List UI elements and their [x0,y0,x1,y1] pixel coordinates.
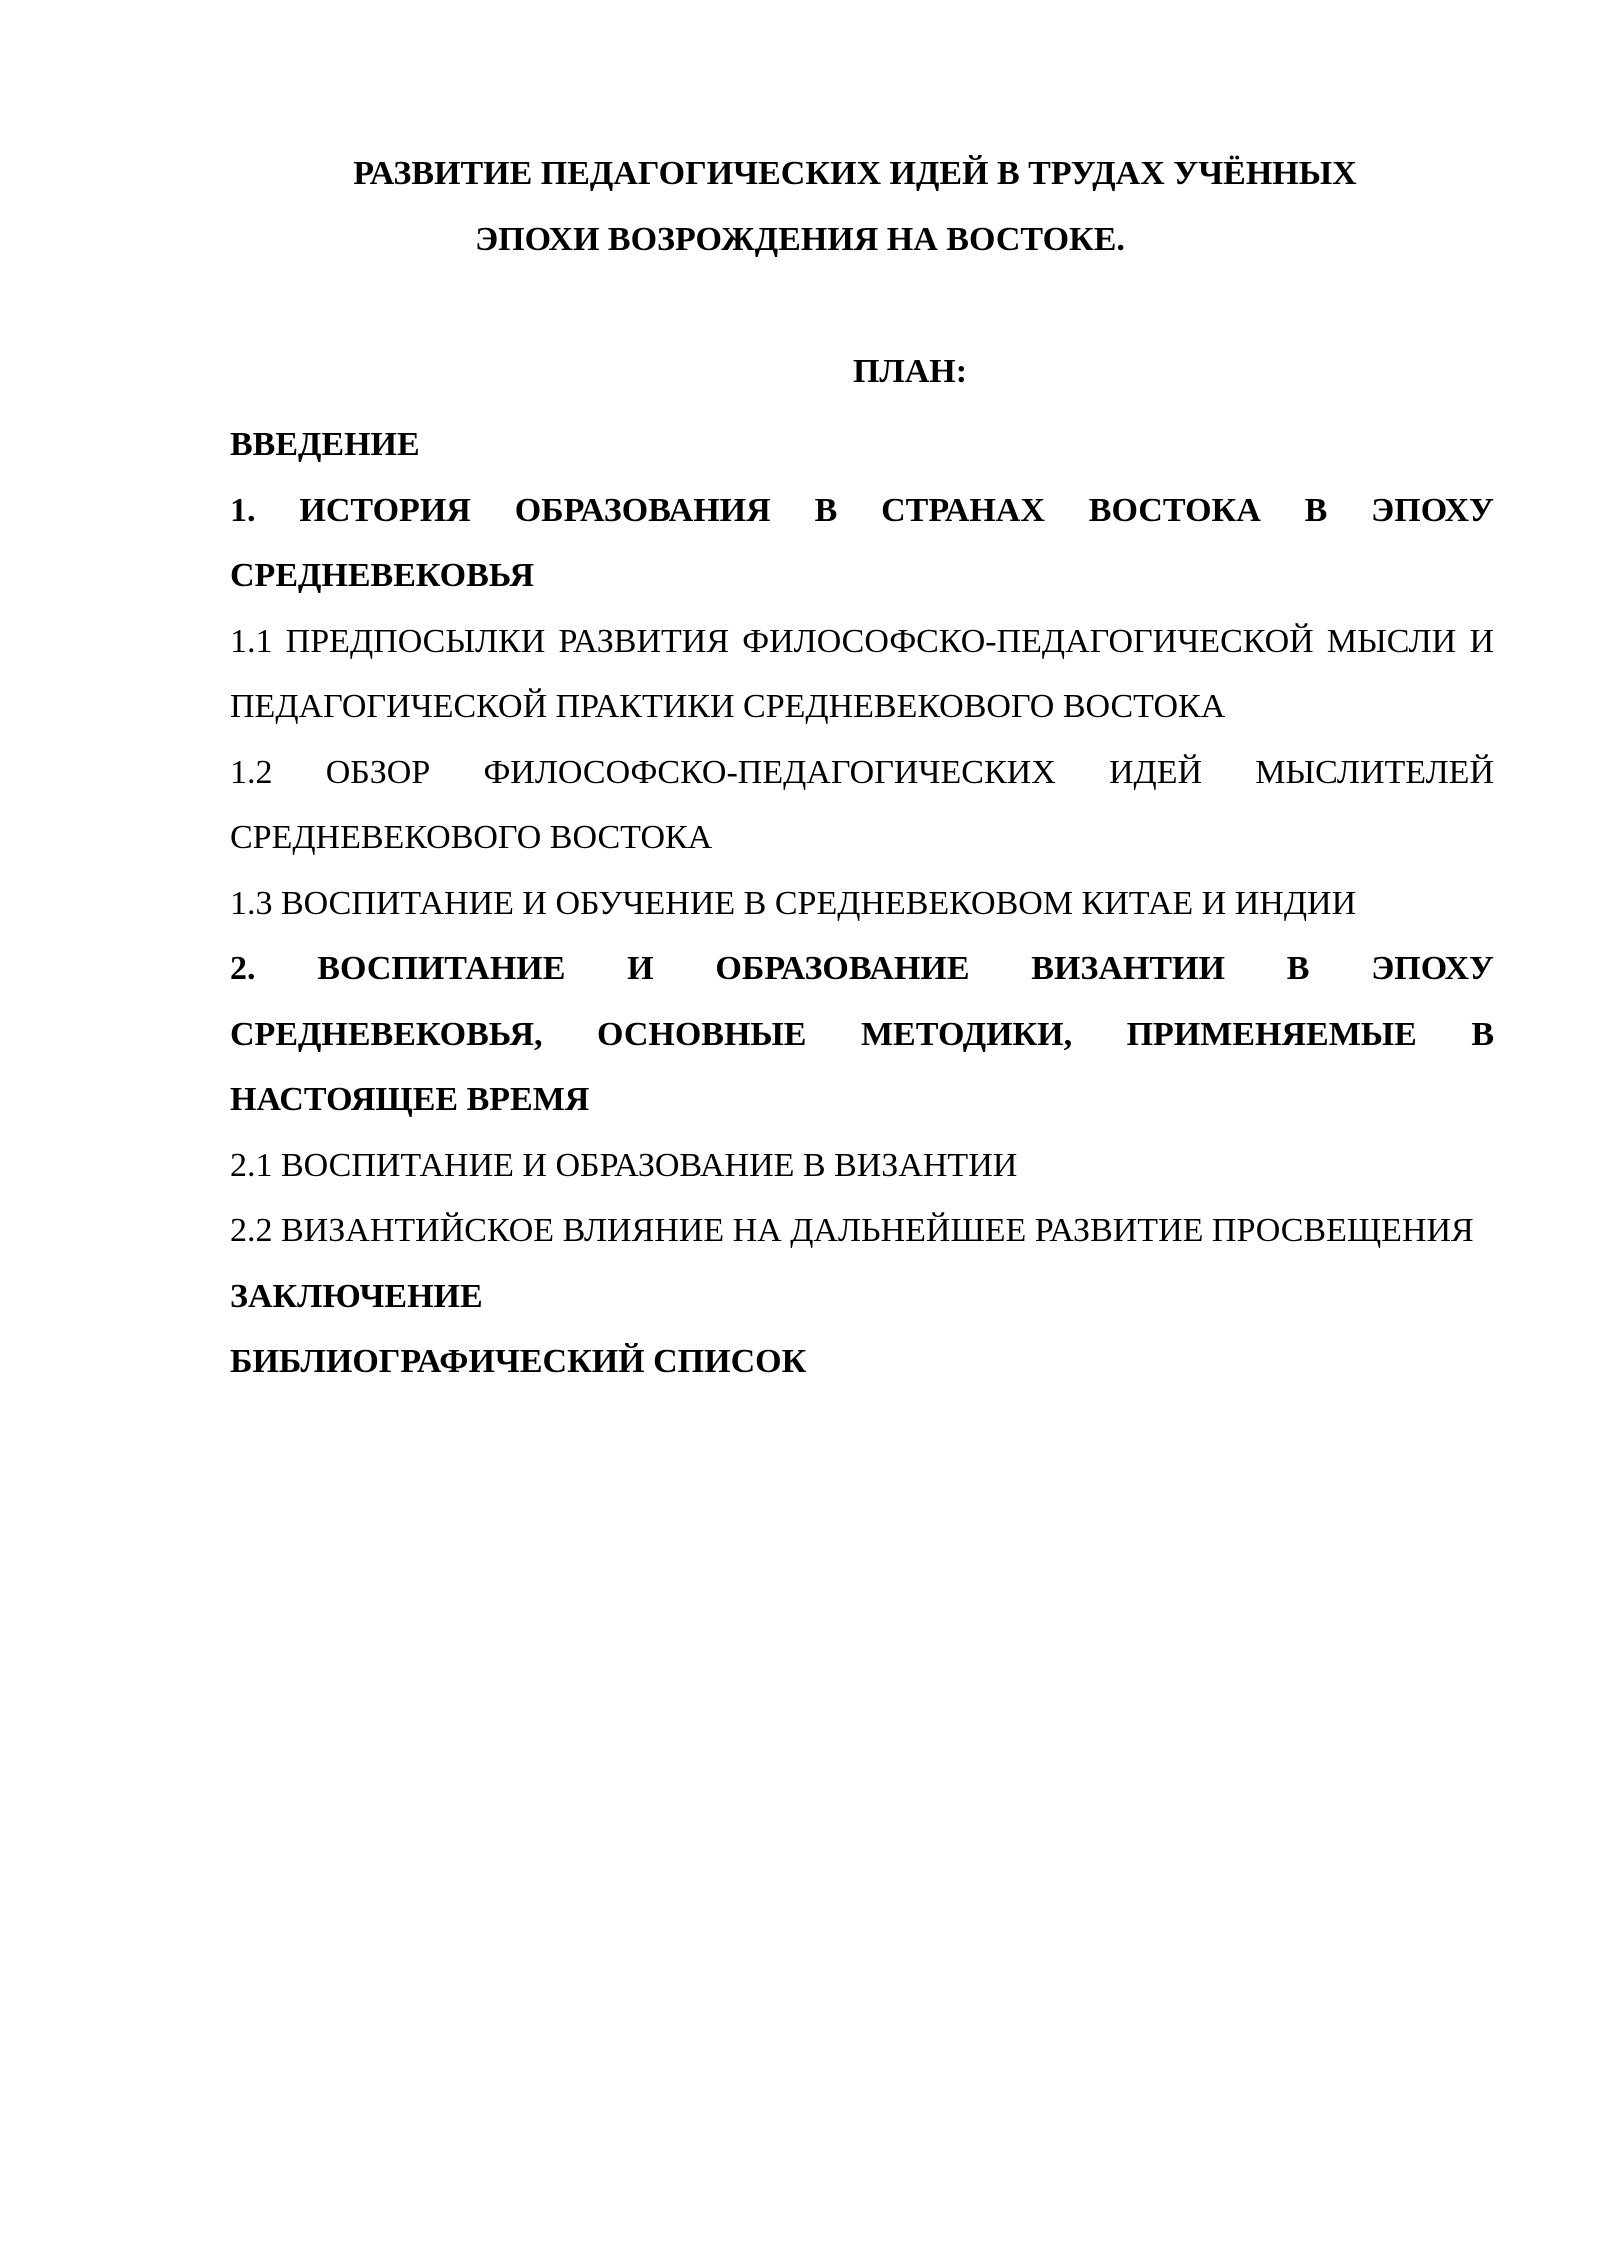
table-of-contents [230,412,1494,1395]
toc-entry-section-1-1: 1.1 ПРЕДПОСЫЛКИ РАЗВИТИЯ ФИЛОСОФСКО-ПЕДАГОГИЧЕСКОЙ МЫСЛИ И ПЕДАГОГИЧЕСКОЙ ПРАКТИКИ СРЕДНЕВЕКОВОГО ВОСТОКА [230,622,1494,725]
toc-entry-introduction: ВВЕДЕНИЕ [230,426,420,463]
toc-entry-section-1-2: 1.2 ОБЗОР ФИЛОСОФСКО-ПЕДАГОГИЧЕСКИХ ИДЕЙ МЫСЛИТЕЛЕЙ СРЕДНЕВЕКОВОГО ВОСТОКА [230,753,1494,856]
document-title-line-2: ЭПОХИ ВОЗРОЖДЕНИЯ НА ВОСТОКЕ. [475,221,1125,258]
toc-entry-section-2-2: 2.2 ВИЗАНТИЙСКОЕ ВЛИЯНИЕ НА ДАЛЬНЕЙШЕЕ РАЗВИТИЕ ПРОСВЕЩЕНИЯ [230,1212,1474,1249]
document-title-line-1: РАЗВИТИЕ ПЕДАГОГИЧЕСКИХ ИДЕЙ В ТРУДАХ УЧЁННЫХ [353,155,1357,192]
toc-entry-chapter-2: 2. ВОСПИТАНИЕ И ОБРАЗОВАНИЕ ВИЗАНТИИ В ЭПОХУ СРЕДНЕВЕКОВЬЯ, ОСНОВНЫЕ МЕТОДИКИ, ПРИМЕНЯЕМЫЕ В НАСТОЯЩЕЕ ВРЕМЯ [230,950,1494,1118]
toc-entry-section-1-3: 1.3 ВОСПИТАНИЕ И ОБУЧЕНИЕ В СРЕДНЕВЕКОВОМ КИТАЕ И ИНДИИ [230,884,1357,922]
toc-entry-chapter-1: 1. ИСТОРИЯ ОБРАЗОВАНИЯ В СТРАНАХ ВОСТОКА В ЭПОХУ СРЕДНЕВЕКОВЬЯ [230,491,1494,594]
toc-entry-section-2-1: 2.1 ВОСПИТАНИЕ И ОБРАЗОВАНИЕ В ВИЗАНТИИ [230,1146,1018,1184]
plan-heading: ПЛАН: [852,353,968,390]
toc-entry-bibliography: БИБЛИОГРАФИЧЕСКИЙ СПИСОК [230,1343,807,1380]
toc-entry-conclusion: ЗАКЛЮЧЕНИЕ [230,1277,483,1315]
